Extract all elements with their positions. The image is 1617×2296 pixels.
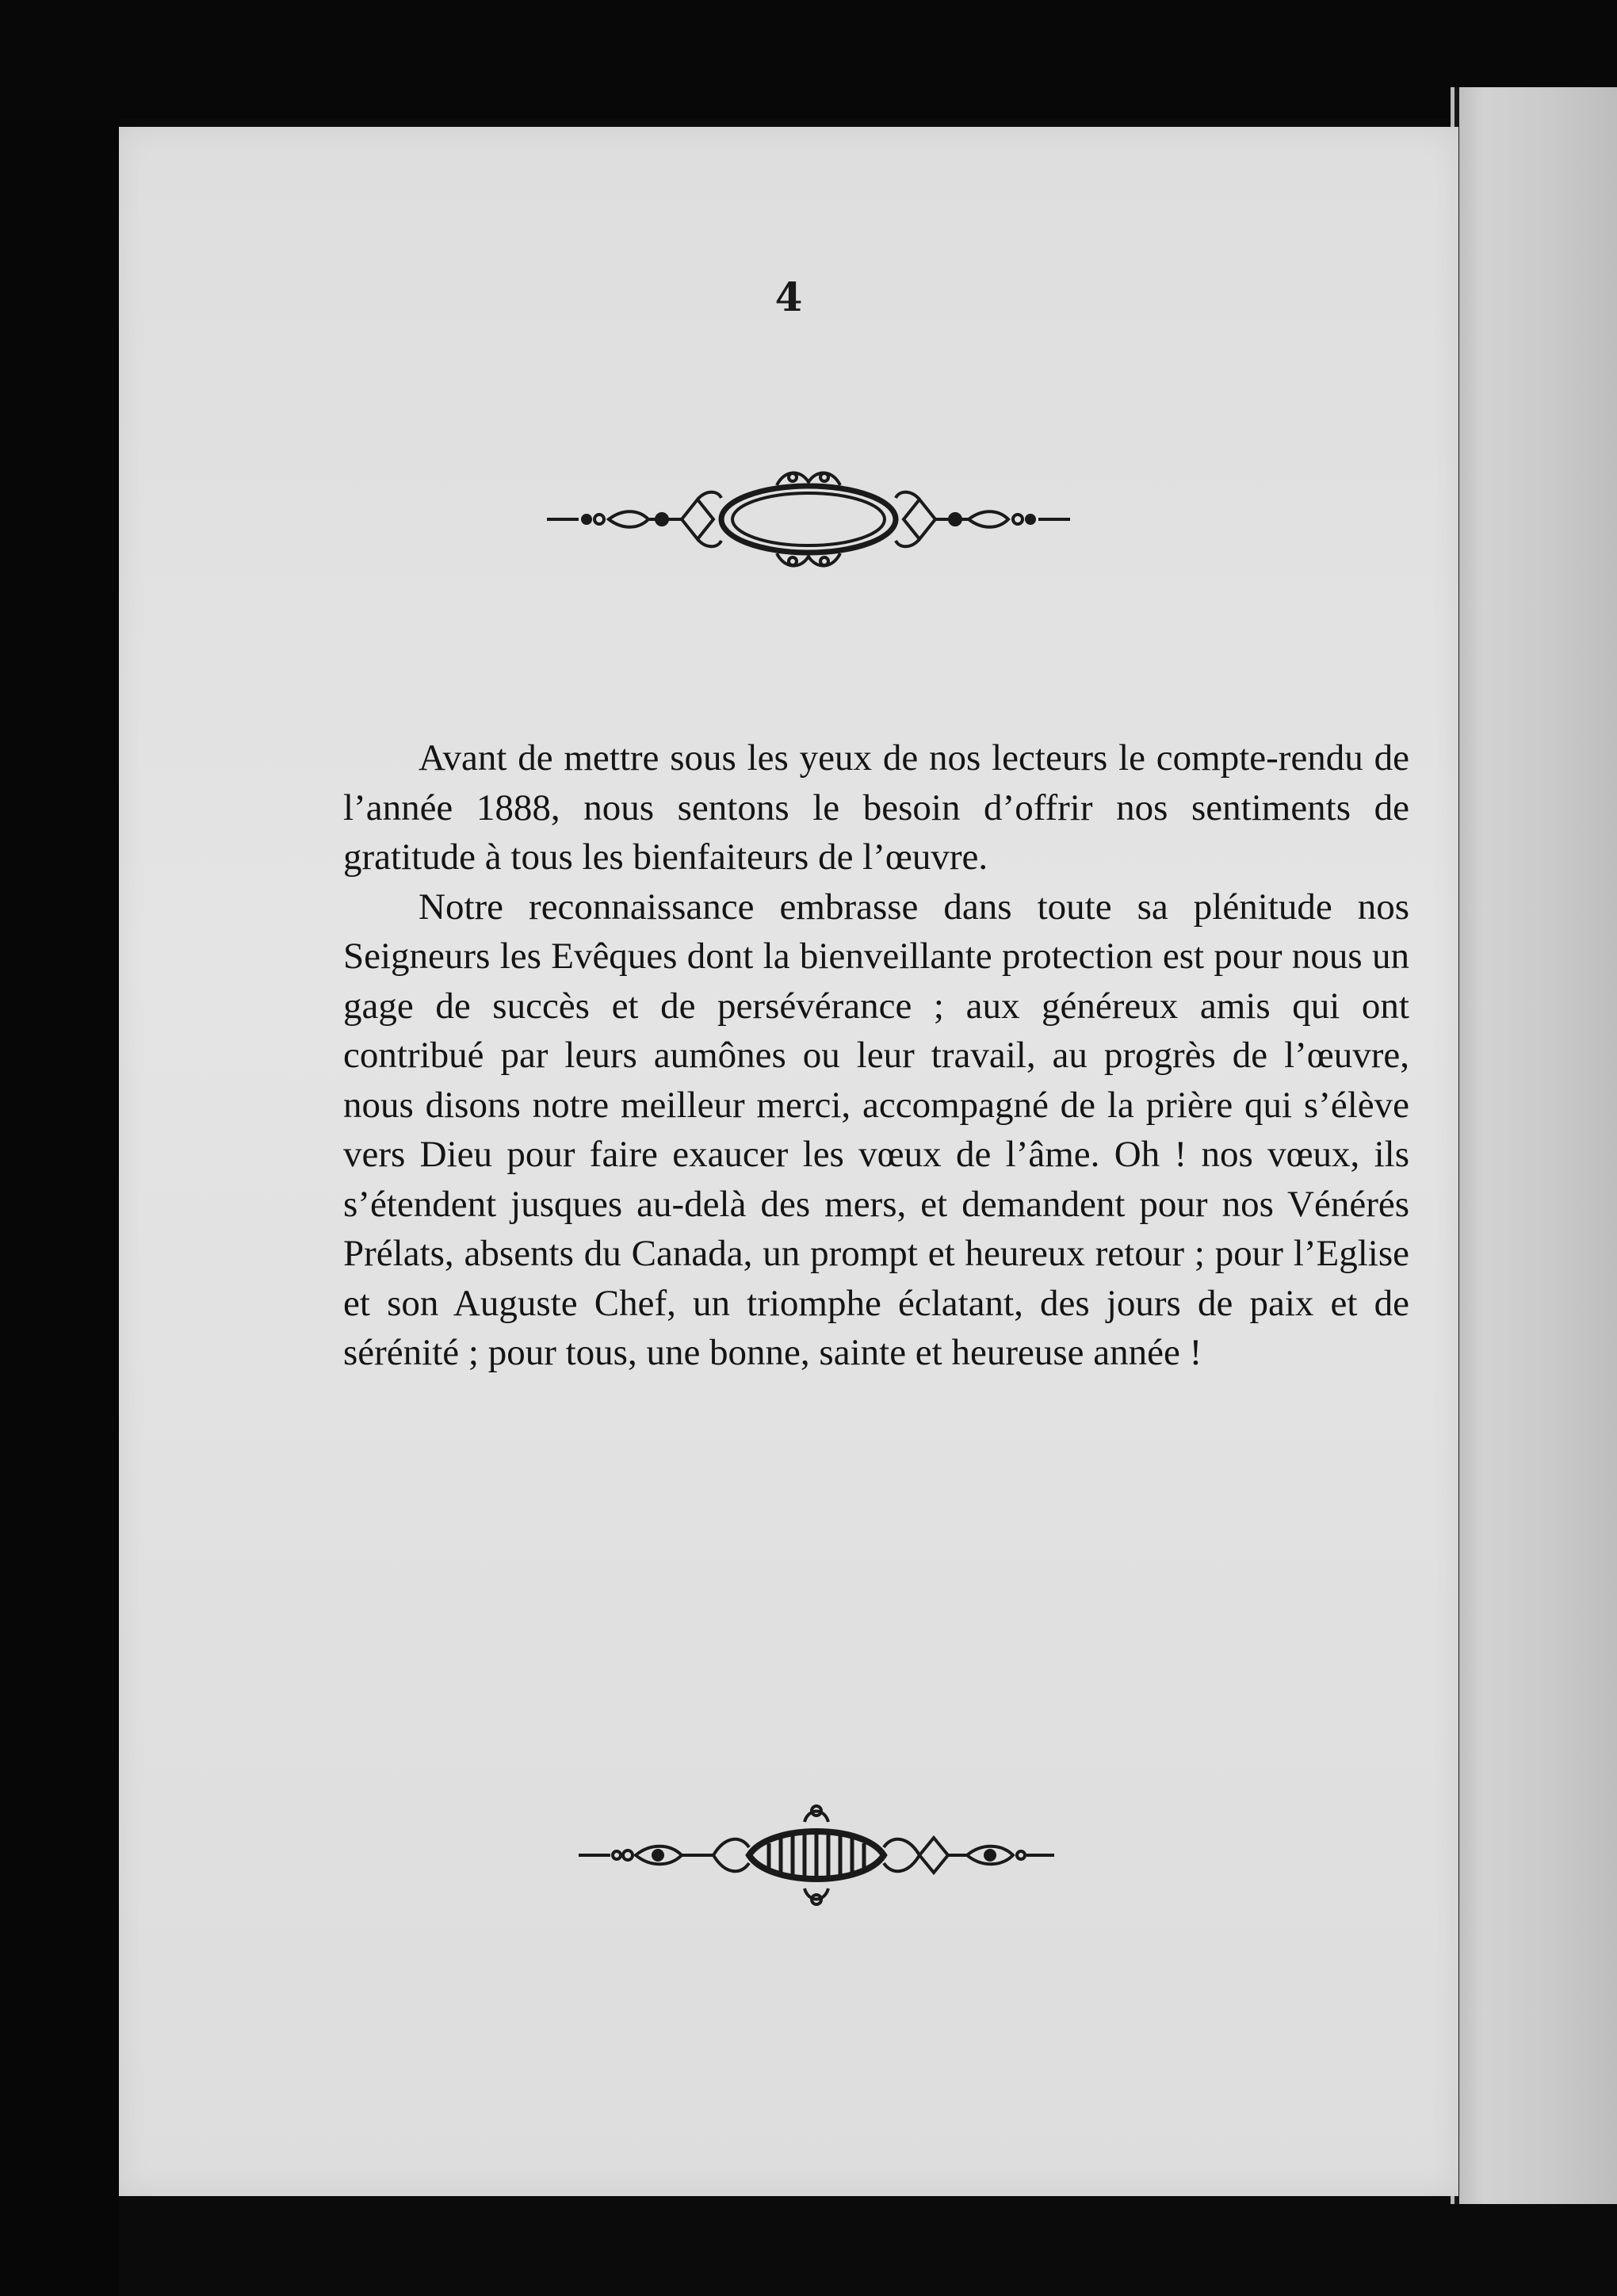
body-text bbox=[343, 733, 1409, 1378]
hatched-oval-ornament-icon bbox=[579, 1800, 1054, 1911]
paragraph-2: Notre reconnaissance embrasse dans toute sa plénitude nos Seigneurs les Evêques dont la bienveillante protection est pour nous un gage de succès et de persévérance ; aux généreux amis qui ont contribué par leurs aumônes ou leur travail, au progrès de l’œuvre, nous disons notre meilleur merci, accompagné de la prière qui s’élève vers Dieu pour faire exaucer les vœux de l’âme. Oh ! nos vœux, ils s’étendent jusques au-delà des mers, et demandent pour nos Vénérés Prélats, absents du Canada, un prompt et heureux retour ; pour l’Eglise et son Auguste Chef, un triomphe éclatant, des jours de paix et de sérénité ; pour tous, une bonne, sainte et heureuse année ! bbox=[343, 886, 1409, 1373]
page-number: 4 bbox=[774, 274, 803, 320]
oval-scroll-ornament-icon bbox=[547, 468, 1070, 571]
book-page bbox=[119, 127, 1458, 2196]
facing-page-edge bbox=[1451, 87, 1617, 2204]
scan-border-left bbox=[0, 0, 119, 2296]
paragraph-1: Avant de mettre sous les yeux de nos lecteurs le compte-rendu de l’année 1888, nous sentons le besoin d’offrir nos sentiments de gratitude à tous les bienfaiteurs de l’œuvre. bbox=[343, 737, 1409, 878]
scan-border-top bbox=[0, 0, 1617, 119]
